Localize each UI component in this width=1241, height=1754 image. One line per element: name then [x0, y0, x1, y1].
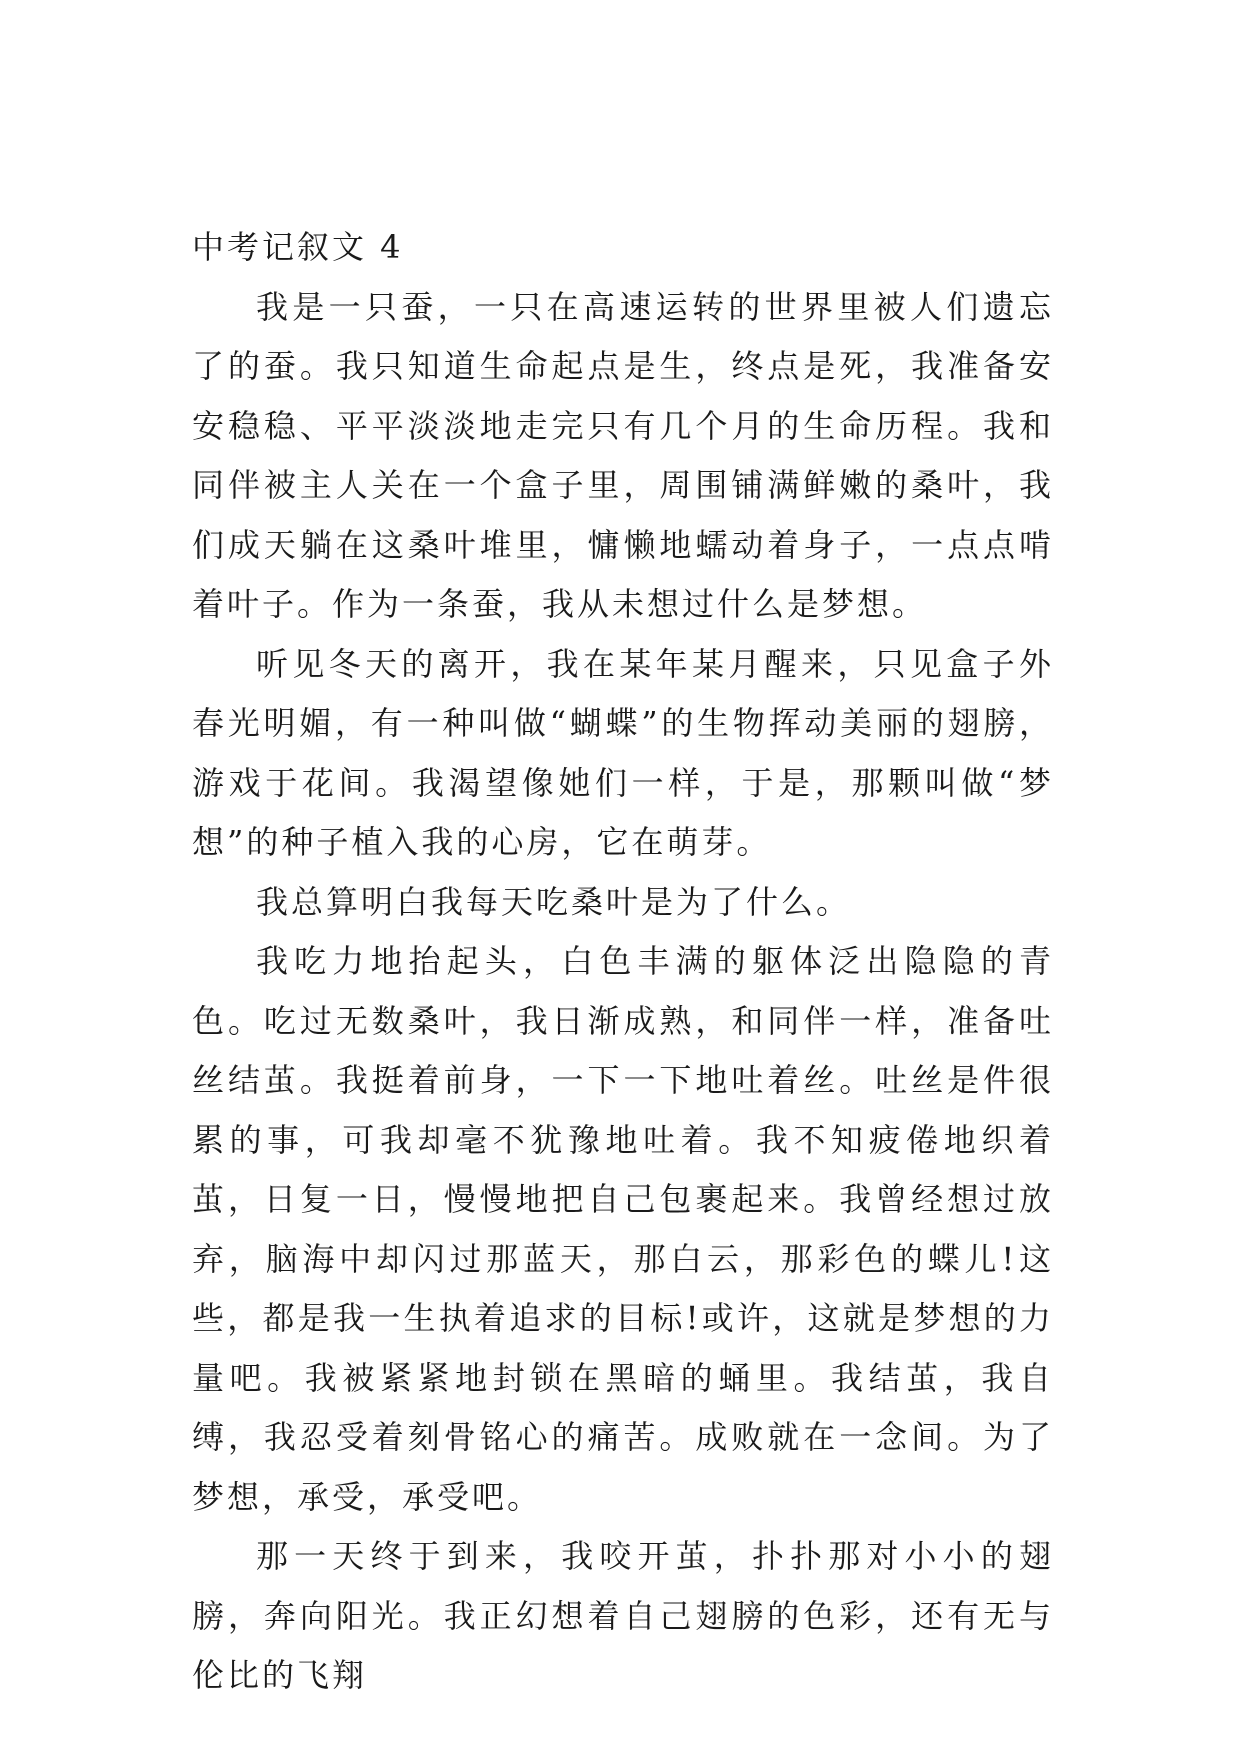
paragraph-1: 我是一只蚕，一只在高速运转的世界里被人们遗忘了的蚕。我只知道生命起点是生，终点是死，我准备安安稳稳、平平淡淡地走完只有几个月的生命历程。我和同伴被主人关在一个盒子里，周围铺满鲜嫩的桑叶，我们成天躺在这桑叶堆里，慵懒地蠕动着身子，一点点啃着叶子。作为一条蚕，我从未想过什么是梦想。	[192, 287, 1054, 623]
paragraph-3: 我总算明白我每天吃桑叶是为了什么。	[256, 882, 852, 921]
paragraph-2: 听见冬天的离开，我在某年某月醒来，只见盒子外春光明媚，有一种叫做“蝴蝶”的生物挥动美丽的翅膀，游戏于花间。我渴望像她们一样，于是，那颗叫做“梦想”的种子植入我的心房，它在萌芽。	[192, 644, 1054, 861]
document-body	[192, 218, 1054, 1706]
paragraph-4: 我吃力地抬起头，白色丰满的躯体泛出隐隐的青色。吃过无数桑叶，我日渐成熟，和同伴一样，准备吐丝结茧。我挺着前身，一下一下地吐着丝。吐丝是件很累的事，可我却毫不犹豫地吐着。我不知疲倦地织着茧，日复一日，慢慢地把自己包裹起来。我曾经想过放弃，脑海中却闪过那蓝天，那白云，那彩色的蝶儿!这些，都是我一生执着追求的目标!或许，这就是梦想的力量吧。我被紧紧地封锁在黑暗的蛹里。我结茧，我自缚，我忍受着刻骨铭心的痛苦。成败就在一念间。为了梦想，承受，承受吧。	[192, 942, 1054, 1516]
document-title: 中考记叙文 4	[192, 228, 404, 266]
paragraph-5: 那一天终于到来，我咬开茧，扑扑那对小小的翅膀，奔向阳光。我正幻想着自己翅膀的色彩，还有无与伦比的飞翔	[192, 1537, 1054, 1694]
